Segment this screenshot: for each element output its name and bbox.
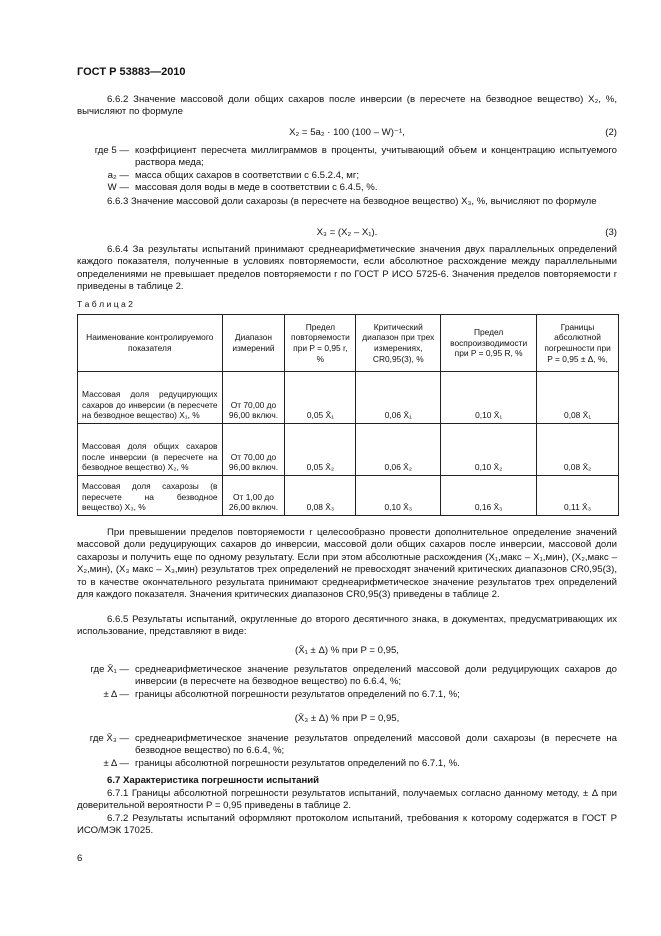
table-header-cell: Предел воспроизводимости при P = 0,95 R, %: [441, 315, 537, 372]
paragraph-6-7-1: 6.7.1 Границы абсолютной погрешности результатов испытаний, получаемых согласно данному методу, ± Δ при доверительной вероятности P = 0,95 приведены в таблице 2.: [77, 788, 617, 812]
def-value: массовая доля воды в меде в соответствии с 6.4.5, %.: [135, 182, 378, 193]
result-formula-1: (X̄₁ ± Δ) % при P = 0,95,: [295, 645, 399, 656]
def-key: где X̄₃ —: [89, 733, 129, 744]
table-cell-r: 0,05 X̄₁: [285, 372, 356, 424]
table-header-row: [78, 315, 619, 372]
result-formula-3: (X̄₃ ± Δ) % при P = 0,95,: [294, 713, 400, 724]
def-value: границы абсолютной погрешности результатов определений по 6.7.1, %;: [135, 689, 460, 700]
paragraph-6-6-3: 6.6.3 Значение массовой доли сахарозы (в пересчете на безводное вещество) X₃, %, вычисляют по формуле: [107, 196, 597, 207]
def-key: ± Δ —: [103, 689, 129, 700]
document-header: ГОСТ Р 53883—2010: [77, 66, 186, 78]
table-cell-R: 0,10 X̄₁: [441, 372, 537, 424]
table-row: [78, 476, 619, 516]
table-cell-delta: 0,08 X̄₂: [537, 424, 619, 476]
def-key: W —: [107, 182, 129, 193]
paragraph-6-6-4: 6.6.4 За результаты испытаний принимают среднеарифметические значения двух параллельных определений каждого показателя, полученные в условиях повторяемости, если абсолютное расхождение между параллельными определениями не превышает пределов повторяемости r по ГОСТ Р ИСО 5725-6. Значения пределов повторяемости r приведены в таблице 2.: [77, 244, 617, 293]
table-cell-range: От 1,00 до 26,00 включ.: [222, 476, 285, 516]
table-header-cell: Предел повторяемости при P = 0,95 r, %: [285, 315, 356, 372]
table-cell-cr: 0,06 X̄₁: [356, 372, 441, 424]
formula-2: X₂ = 5a₂ · 100 (100 – W)⁻¹,: [289, 127, 405, 138]
table-caption: Т а б л и ц а 2: [77, 299, 133, 309]
table-header-cell: Наименование контролируемого показателя: [78, 315, 223, 372]
table-cell-name: Массовая доля общих сахаров после инверсии (в пересчете на безводное вещество) X₂, %: [78, 424, 223, 476]
definition-list-2: [77, 145, 617, 194]
table-cell-range: От 70,00 до 96,00 включ.: [222, 424, 285, 476]
def-key: a₂ —: [107, 170, 129, 181]
table-cell-r: 0,08 X̄₃: [285, 476, 356, 516]
table-cell-r: 0,05 X̄₂: [285, 424, 356, 476]
table-row: [78, 372, 619, 424]
table-cell-R: 0,10 X̄₂: [441, 424, 537, 476]
table-cell-cr: 0,10 X̄₃: [356, 476, 441, 516]
table-cell-range: От 70,00 до 96,00 включ.: [222, 372, 285, 424]
formula-2-number: (2): [605, 127, 617, 138]
table-cell-cr: 0,06 X̄₂: [356, 424, 441, 476]
table-cell-name: Массовая доля редуцирующих сахаров до инверсии (в пересчете на безводное вещество) X₁, %: [78, 372, 223, 424]
def-key: ± Δ —: [103, 758, 129, 769]
definition-list-r1: [77, 664, 617, 701]
paragraph-6-7-2: 6.7.2 Результаты испытаний оформляют протоколом испытаний, требования к которому содержатся в ГОСТ Р ИСО/МЭК 17025.: [77, 813, 617, 837]
def-value: среднеарифметическое значение результатов определений массовой доли сахарозы (в пересчете на безводное вещество) по 6.6.4, %;: [135, 733, 617, 757]
table-2: [77, 314, 619, 516]
section-heading-6-7: 6.7 Характеристика погрешности испытаний: [107, 775, 320, 786]
table-cell-delta: 0,11 X̄₃: [537, 476, 619, 516]
def-key: где X̄₁ —: [90, 664, 129, 675]
table-header-cell: Диапазон измерений: [222, 315, 285, 372]
def-value: границы абсолютной погрешности результатов определений по 6.7.1, %.: [135, 758, 460, 769]
table-row: [78, 424, 619, 476]
formula-3: X₃ = (X₂ – X₁).: [316, 227, 378, 238]
def-value: среднеарифметическое значение результатов определений массовой доли редуцирующих сахаров до инверсии (в пересчете на безводное вещество) по 6.6.4, %;: [135, 664, 617, 688]
table-cell-delta: 0,08 X̄₁: [537, 372, 619, 424]
formula-3-number: (3): [605, 227, 617, 238]
definition-list-r3: [77, 733, 617, 770]
def-value: коэффициент пересчета миллиграммов в проценты, учитывающий объем и концентрацию испытуемого раствора меда;: [135, 145, 617, 169]
table-cell-R: 0,16 X̄₃: [441, 476, 537, 516]
def-value: масса общих сахаров в соответствии с 6.5.2.4, мг;: [135, 170, 360, 181]
table-header-cell: Границы абсолютной погрешности при P = 0,95 ± Δ, %,: [537, 315, 619, 372]
paragraph-6-6-2: 6.6.2 Значение массовой доли общих сахаров после инверсии (в пересчете на безводное вещество) X₂, %, вычисляют по формуле: [77, 94, 617, 118]
def-key: где 5 —: [94, 145, 129, 156]
paragraph-repeatability: При превышении пределов повторяемости r целесообразно провести дополнительное определение значений массовой доли редуцирующих сахаров до инверсии, массовой доли общих сахаров после инверсии, массовой доли сахарозы и получить еще по одному результату. Если при этом абсолютные расхождения (X₁,макс – X₁,мин), (X₂,макс – X₂,мин), (X₃ макс – X₃,мин) результатов трех определений не превосходят значений критических диапазонов CR0,95(3), то в качестве окончательного результата принимают среднеарифметическое значение результатов трех определений для каждого показателя. Значения критических диапазонов CR0,95(3) приведены в таблице 2.: [77, 527, 617, 601]
page-number: 6: [77, 853, 83, 864]
paragraph-6-6-5: 6.6.5 Результаты испытаний, округленные до второго десятичного знака, в документах, предусматривающих их использование, представляют в виде:: [77, 614, 617, 638]
table-header-cell: Критический диапазон при трех измерениях, CR0,95(3), %: [356, 315, 441, 372]
table-cell-name: Массовая доля сахарозы (в пересчете на безводное вещество) X₃, %: [78, 476, 223, 516]
